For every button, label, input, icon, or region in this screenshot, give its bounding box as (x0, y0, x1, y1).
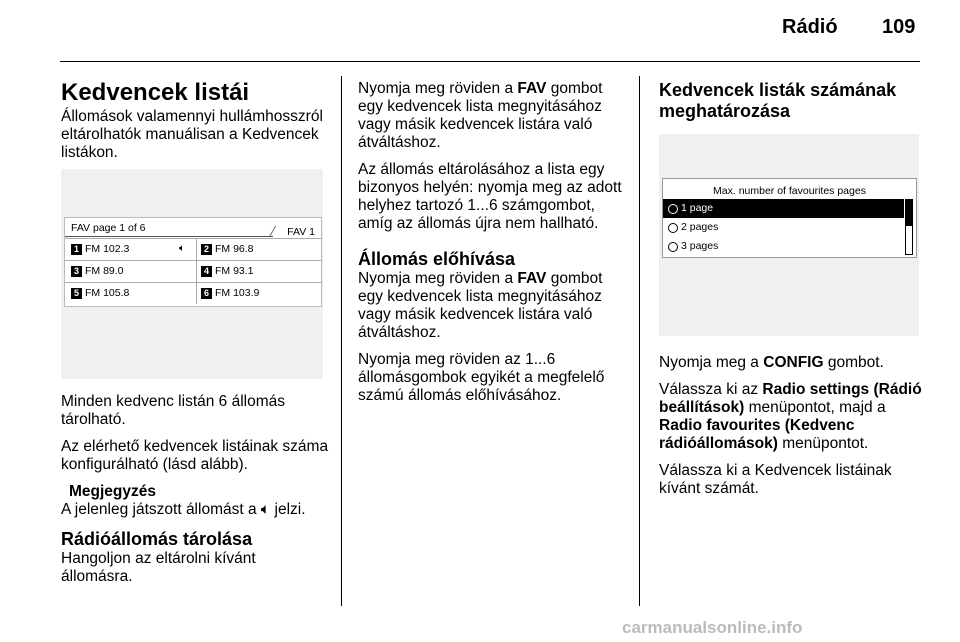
fav-key-label: FAV (517, 270, 547, 287)
text: Válassza ki az (659, 381, 759, 398)
text: gombot. (827, 354, 884, 371)
fav-slot-station: FM 93.1 (215, 265, 254, 277)
fav-slot-3 (71, 264, 124, 278)
column-divider-1 (341, 76, 342, 606)
intro-text: Állomások valamennyi hullámhosszról eltárolhatók manuálisan a Kedvencek listákon. (61, 108, 323, 161)
note-title: Megjegyzés (69, 483, 157, 500)
fav-slot-4 (201, 264, 254, 278)
text: gombot egy kedvencek lista megnyitásához vagy másik kedvencek listára való átváltáshoz. (358, 80, 603, 151)
radio-icon (668, 242, 678, 252)
note-block (61, 483, 329, 519)
text: gombot egy kedvencek lista megnyitásához vagy másik kedvencek listára való átváltáshoz. (358, 270, 603, 341)
fav-slot-2 (201, 242, 254, 256)
section-title-favourites: Kedvencek listái (61, 79, 250, 106)
column-2 (358, 80, 626, 414)
section-title-list-count: Kedvencek listák számának meghatározása (659, 80, 897, 121)
column-3 (659, 80, 925, 507)
scrollbar[interactable] (905, 199, 913, 255)
pages-option-1[interactable] (663, 199, 904, 218)
fav-slot-station: FM 96.8 (215, 243, 254, 255)
note-text (61, 501, 329, 519)
fav-screen-figure (61, 169, 323, 379)
fav-slot-station: FM 89.0 (85, 265, 124, 277)
radio-icon (668, 204, 678, 214)
fav-key-label: FAV (517, 80, 547, 97)
para-configurable: Az elérhető kedvencek listáinak száma konfigurálható (lásd alább). (61, 438, 329, 473)
para-fav-open-2 (358, 270, 626, 342)
page-header-section: Rádió (782, 16, 838, 38)
fav-row-2 (65, 260, 321, 281)
fav-tab-label: FAV 1 (287, 226, 315, 238)
text: Nyomja meg a (659, 354, 759, 371)
section-title-store: Rádióállomás tárolása (61, 529, 253, 549)
para-recall-procedure: Nyomja meg röviden az 1...6 állomásgombok egyikét a megfelelő számú állomás előhívásához. (358, 351, 605, 404)
para-store-procedure: Az állomás eltárolásához a lista egy bizonyos helyén: nyomja meg az adott helyhez tartozó 1...6 számgombot, amíg az állomás újra nem hallható. (358, 161, 622, 232)
config-key-label: CONFIG (763, 354, 824, 371)
fav-slot-station: FM 102.3 (85, 243, 130, 255)
column-divider-2 (639, 76, 640, 606)
fav-screen-title: FAV page 1 of 6 (71, 222, 146, 234)
scrollbar-thumb[interactable] (906, 200, 912, 226)
para-fav-open (358, 80, 626, 152)
fav-slot-number: 1 (71, 244, 82, 255)
fav-slot-1 (71, 242, 129, 256)
fav-slot-number: 6 (201, 288, 212, 299)
fav-slot-number: 3 (71, 266, 82, 277)
para-tune-station: Hangoljon az eltárolni kívánt állomásra. (61, 550, 256, 585)
pages-screen-title: Max. number of favourites pages (713, 185, 866, 197)
fav-slot-number: 2 (201, 244, 212, 255)
menu-radio-favourites: Radio favourites (Kedvenc rádióállomások) (659, 417, 855, 452)
header-rule (60, 61, 920, 62)
para-choose-count: Válassza ki a Kedvencek listáinak kívánt számát. (659, 462, 892, 497)
pages-screen-figure (659, 134, 919, 336)
fav-row-3 (65, 282, 321, 305)
fav-row-1 (65, 238, 321, 259)
text: Nyomja meg röviden a (358, 270, 514, 287)
footer-watermark: carmanualsonline.info (622, 618, 803, 637)
page-number: 109 (882, 16, 916, 38)
option-label: 2 pages (681, 221, 719, 233)
pages-option-2[interactable] (663, 218, 916, 237)
option-label: 3 pages (681, 240, 719, 252)
pages-option-3[interactable] (663, 237, 916, 256)
fav-slot-station: FM 103.9 (215, 287, 260, 299)
column-1 (61, 80, 329, 595)
para-menu-path (659, 381, 925, 453)
speaker-icon: 🔈︎ (260, 501, 271, 518)
fav-tab-line (65, 236, 273, 237)
radio-icon (668, 223, 678, 233)
note-text-before: A jelenleg játszott állomást a (61, 501, 257, 518)
section-title-recall: Állomás előhívása (358, 249, 516, 269)
para-config-key (659, 354, 925, 372)
note-text-after: jelzi. (274, 501, 306, 518)
para-six-stations: Minden kedvenc listán 6 állomás tárolható. (61, 393, 286, 428)
option-label: 1 page (681, 202, 714, 214)
fav-slot-6 (201, 286, 259, 300)
text: menüpontot, majd a (748, 399, 886, 416)
text: menüpontot. (782, 435, 869, 452)
fav-slot-number: 5 (71, 288, 82, 299)
text: Nyomja meg röviden a (358, 80, 514, 97)
pages-screen (662, 178, 917, 258)
menu-radio-settings: Radio settings (Rádió beállítások) (659, 381, 922, 416)
fav-slot-station: FM 105.8 (85, 287, 130, 299)
fav-screen (64, 217, 322, 307)
fav-slot-5 (71, 286, 129, 300)
fav-slot-number: 4 (201, 266, 212, 277)
speaker-icon: 🔈︎ (179, 243, 185, 254)
